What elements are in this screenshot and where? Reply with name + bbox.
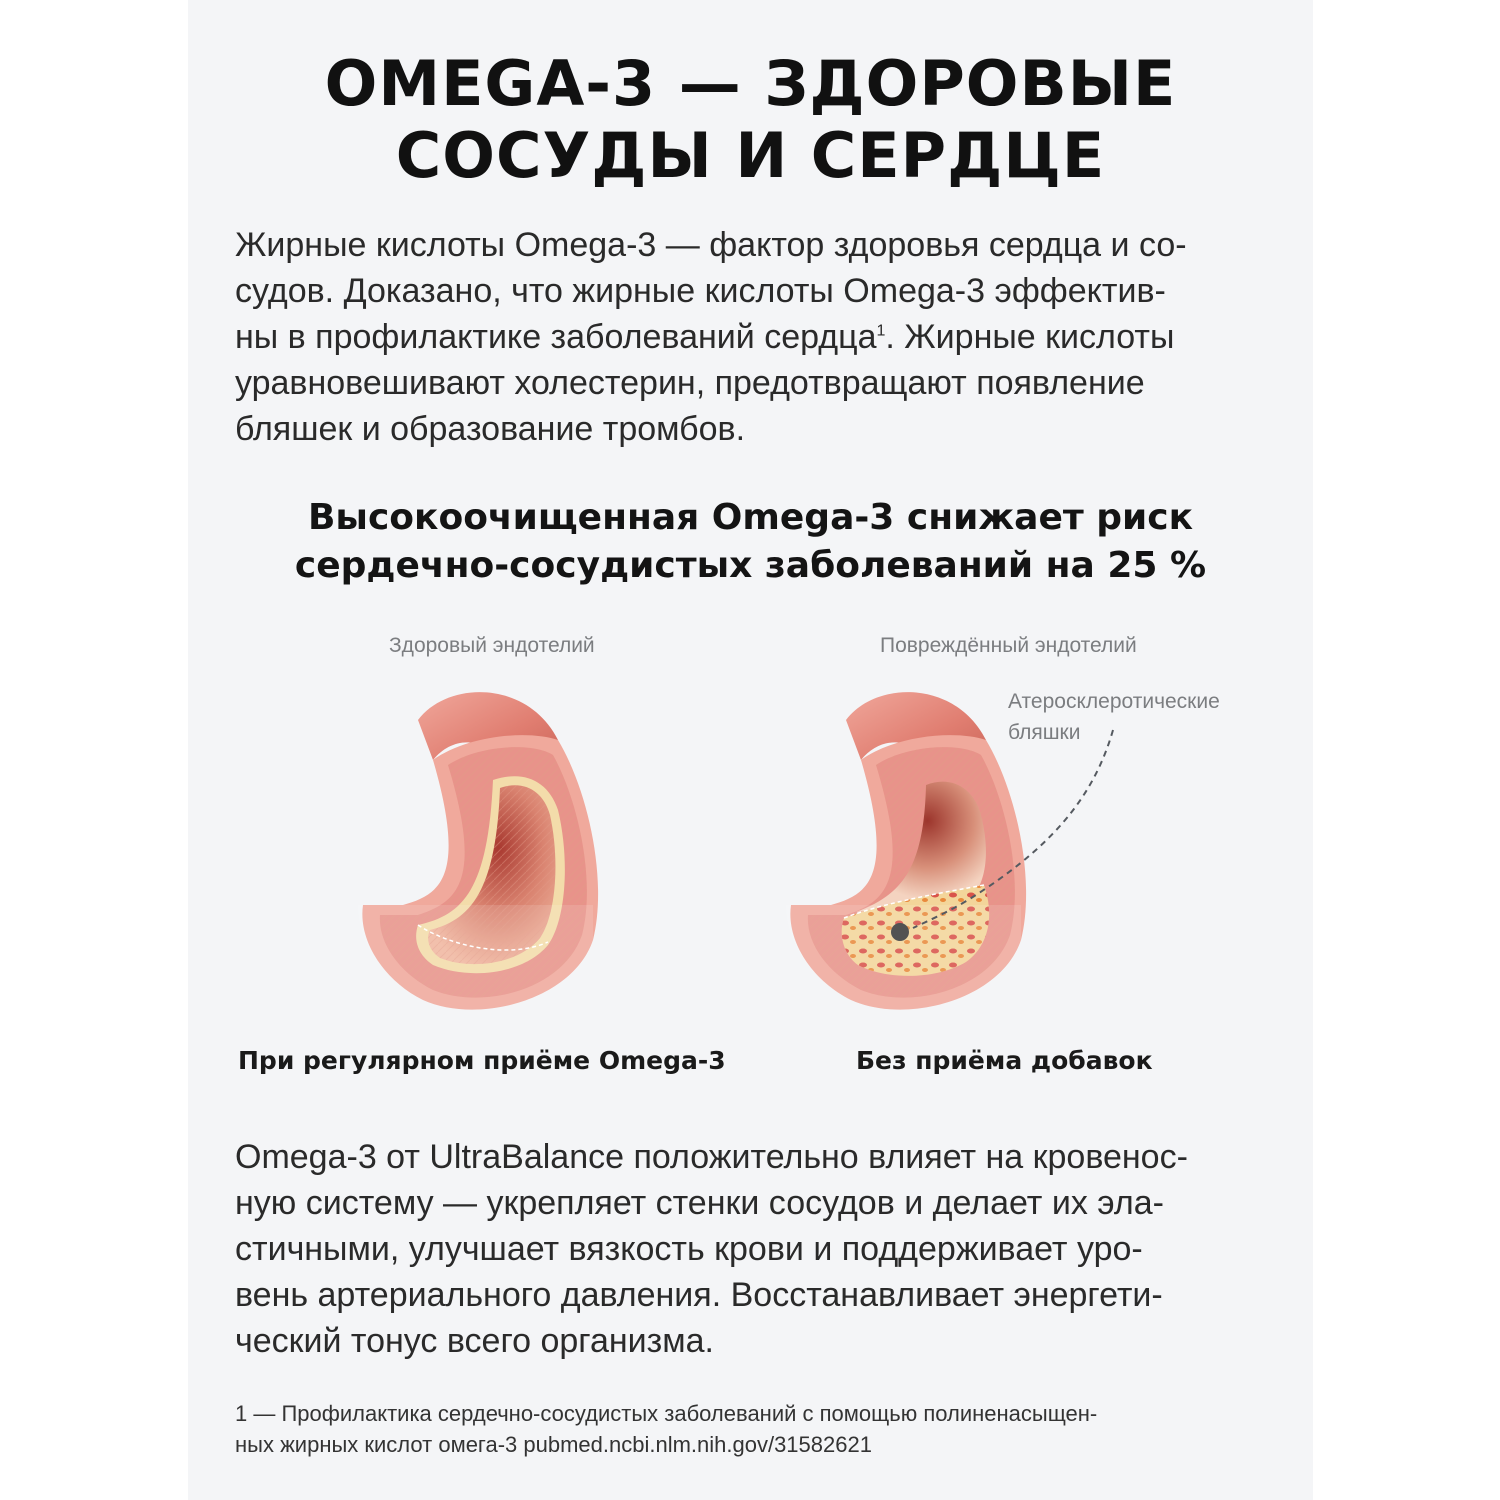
plaque-label-line-2: бляшки <box>1008 721 1081 744</box>
title-line-1: OMEGA-3 — ЗДОРОВЫЕ <box>324 47 1177 120</box>
intro-line-3-rest: . Жирные кислоты <box>885 318 1175 356</box>
damaged-vessel-illustration <box>786 680 1086 1030</box>
title-line-2: СОСУДЫ И СЕРДЦЕ <box>395 119 1106 192</box>
intro-line-5: бляшек и образование тромбов. <box>235 410 746 448</box>
intro-line-1: Жирные кислоты Omega-3 — фактор здоровья сердца и со- <box>235 226 1187 264</box>
footnote-line-2: ных жирных кислот омега-3 pubmed.ncbi.nlm.nih.gov/31582621 <box>235 1432 872 1457</box>
intro-line-3-text: ны в профилактике заболеваний сердца <box>235 318 877 356</box>
with-omega-label: При регулярном приёме Omega-3 <box>238 1046 726 1075</box>
without-supplements-label: Без приёма добавок <box>856 1046 1153 1075</box>
section-subtitle <box>188 494 1313 590</box>
plaque-label-line-1: Атеросклеротические <box>1008 690 1220 713</box>
footnote-ref: 1 <box>876 322 886 340</box>
intro-line-3 <box>235 314 1275 360</box>
footnote-line-1: 1 — Профилактика сердечно-сосудистых заболеваний с помощью полиненасыщен- <box>235 1401 1098 1426</box>
healthy-endothelium-caption: Здоровый эндотелий <box>389 634 595 657</box>
infographic-card <box>188 0 1313 1500</box>
outro-line-2: ную систему — укрепляет стенки сосудов и делает их эла- <box>235 1184 1164 1222</box>
page-title <box>188 48 1313 192</box>
outro-line-4: вень артериального давления. Восстанавливает энергети- <box>235 1276 1163 1314</box>
outro-line-5: ческий тонус всего организма. <box>235 1322 714 1360</box>
outro-line-1: Omega-3 от UltraBalance положительно влияет на кровенос- <box>235 1138 1188 1176</box>
subtitle-line-2: сердечно-сосудистых заболеваний на 25 % <box>294 545 1207 586</box>
outro-line-3: стичными, улучшает вязкость крови и поддерживает уро- <box>235 1230 1143 1268</box>
intro-line-4: уравновешивают холестерин, предотвращают появление <box>235 364 1145 402</box>
healthy-vessel-illustration <box>358 680 658 1030</box>
intro-paragraph <box>235 222 1275 452</box>
subtitle-line-1: Высокоочищенная Omega-3 снижает риск <box>307 497 1194 538</box>
intro-line-2: судов. Доказано, что жирные кислоты Omega-3 эффектив- <box>235 272 1166 310</box>
damaged-endothelium-caption: Повреждённый эндотелий <box>880 634 1137 657</box>
outro-paragraph <box>235 1134 1275 1364</box>
footnote <box>235 1398 1275 1460</box>
